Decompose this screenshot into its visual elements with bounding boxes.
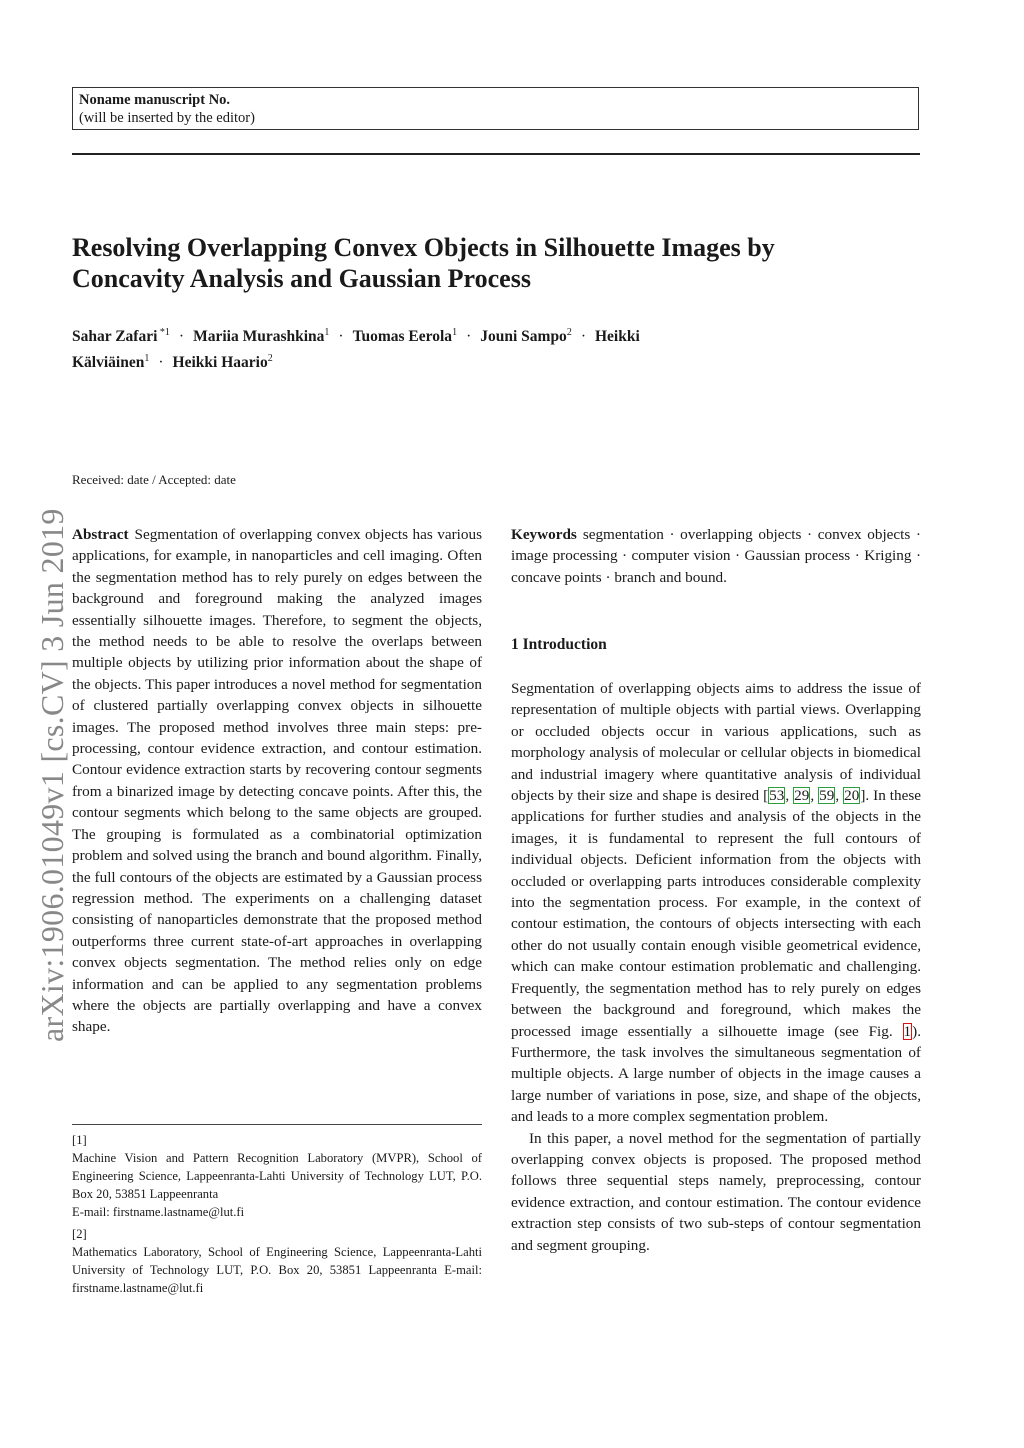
author-name: Sahar Zafari	[72, 328, 158, 346]
citation-link[interactable]: 59	[819, 787, 835, 805]
abstract-label: Abstract	[72, 526, 129, 543]
abstract	[72, 524, 482, 1038]
keywords-label: Keywords	[511, 526, 577, 543]
author-name: Heikki Haario	[172, 354, 268, 372]
footnote-mark: [1]	[72, 1133, 87, 1147]
author-affiliation-mark: 2	[566, 327, 572, 338]
footnote-2	[72, 1225, 482, 1297]
intro-text: ]. In these applications for further studies and analysis of the objects in the images, it is fundamental to represent the full contours of individual objects. Deficient information from the objects with occluded or overlapping parts introduces considerable complexity into the segmentation process. For example, in the context of contour estimation, the contours of objects intersecting with each other do not usually contain enough visible geometrical evidence, which can make contour estimation problematic and challenging. Frequently, the segmentation method has to rely purely on edges between the background and foreground, which makes the processed image essentially a silhouette image (see Fig.	[511, 787, 922, 1040]
footnote-text: Machine Vision and Pattern Recognition Laboratory (MVPR), School of Engineering Science, Lappeenranta-Lahti University of Technology LUT, P.O. Box 20, 53851 Lappeenranta	[72, 1151, 482, 1201]
received-accepted-dates: Received: date / Accepted: date	[72, 472, 236, 487]
footnote-text: Mathematics Laboratory, School of Engineering Science, Lappeenranta-Lahti University of Technology LUT, P.O. Box 20, 53851 Lappeenranta E-mail: firstname.lastname@lut.fi	[72, 1245, 482, 1295]
author-separator: ·	[338, 328, 344, 346]
author-separator: ·	[158, 354, 164, 372]
header-rule	[72, 153, 920, 155]
intro-text: ). Furthermore, the task involves the simultaneous segmentation of multiple objects. A large number of objects in the image causes a large number of variations in pose, size, and shape of the objects, and leads to a more complex segmentation problem.	[511, 1022, 921, 1126]
keywords-text: segmentation · overlapping objects · convex objects · image processing · computer vision · Gaussian process · Kriging · concave points · branch and bound.	[511, 526, 921, 586]
author-separator: ·	[580, 328, 586, 346]
intro-text: Segmentation of overlapping objects aims to address the issue of representation of multiple objects with partial views. Overlapping or occluded objects occur in various applications, such as morphology analysis of molecular or cellular objects in biomedical and industrial imagery where quantitative analysis of individual objects by their size and shape is desired [	[511, 680, 921, 805]
footnote-rule	[72, 1124, 482, 1125]
figure-link[interactable]: 1	[903, 1022, 912, 1040]
paper-title	[72, 232, 932, 294]
author-name-part: Kälviäinen	[72, 354, 145, 372]
editor-info-box	[72, 87, 919, 130]
arxiv-stamp: arXiv:1906.01049v1 [cs.CV] 3 Jun 2019	[34, 508, 70, 1042]
title-line-2: Concavity Analysis and Gaussian Process	[72, 264, 531, 293]
author-name: Tuomas Eerola	[352, 328, 453, 346]
footnote-email: E-mail: firstname.lastname@lut.fi	[72, 1205, 245, 1219]
citation-link[interactable]: 20	[844, 787, 860, 805]
manuscript-label: Noname manuscript No.	[79, 92, 231, 108]
author-name: Mariia Murashkina	[193, 328, 325, 346]
keywords	[511, 524, 921, 588]
section-heading-introduction: 1 Introduction	[511, 636, 607, 653]
intro-paragraph-1: Segmentation of overlapping objects aims to address the issue of representation of multiple objects with partial views. Overlapping or occluded objects occur in various applications, such as morphology analysis of molecular or cellular objects in biomedical and industrial imagery where quantitative analysis of individual objects by their size and shape is desired [53, 29, 59, 20]. In these applications for further studies and analysis of the objects in the images, it is fundamental to represent the full contours of individual objects. Deficient information from the objects with occluded or overlapping parts introduces considerable complexity into the segmentation process. For example, in the context of contour estimation, the contours of objects intersecting with each other do not usually contain enough visible geometrical evidence, which can make contour estimation problematic and challenging. Frequently, the segmentation method has to rely purely on edges between the background and foreground, which makes the processed image essentially a silhouette image (see Fig. 1). Furthermore, the task involves the simultaneous segmentation of multiple objects. A large number of objects in the image causes a large number of variations in pose, size, and shape of the objects, and leads to a more complex segmentation problem.	[511, 680, 922, 1126]
title-line-1: Resolving Overlapping Convex Objects in Silhouette Images by	[72, 233, 775, 262]
author-separator: ·	[466, 328, 472, 346]
citation-link[interactable]: 29	[794, 787, 810, 805]
author-affiliation-mark: *1	[157, 327, 170, 338]
author-affiliation-mark: 2	[267, 353, 273, 365]
abstract-text: Segmentation of overlapping convex objects has various applications, for example, in nanoparticles and cell imaging. Often the segmentation method has to rely purely on edges between the background and foreground making the analyzed images essentially silhouette images. Therefore, to segment the objects, the method needs to be able to resolve the overlaps between multiple objects by utilizing prior information about the shape of the objects. This paper introduces a novel method for segmentation of clustered partially overlapping convex objects in silhouette images. The proposed method involves three main steps: pre-processing, contour evidence extraction, and contour estimation. Contour evidence extraction starts by recovering contour segments from a binarized image by detecting concave points. After this, the contour segments which belong to the same objects are grouped. The grouping is formulated as a combinatorial optimization problem and solved using the branch and bound algorithm. Finally, the full contours of the objects are estimated by a Gaussian process regression method. The experiments on a challenging dataset consisting of nanoparticles demonstrate that the proposed method outperforms three current state-of-art approaches in overlapping convex objects segmentation. The method relies only on edge information and can be applied to any segmentation problems where the objects are partially overlapping and have a convex shape.	[72, 526, 482, 1036]
citation-link[interactable]: 53	[769, 787, 785, 805]
footnote-1	[72, 1131, 482, 1221]
author-name: Jouni Sampo	[480, 328, 567, 346]
intro-paragraph-2: In this paper, a novel method for the segmentation of partially overlapping convex objects is proposed. The proposed method follows three sequential steps namely, preprocessing, contour evidence extraction, and contour estimation. The contour evidence extraction step consists of two sub-steps of contour segmentation and segment grouping.	[511, 1129, 921, 1254]
author-separator: ·	[178, 328, 185, 346]
author-name-part: Heikki	[594, 328, 640, 346]
editor-note: (will be inserted by the editor)	[79, 110, 255, 126]
author-affiliation-mark: 1	[324, 327, 330, 338]
introduction-body	[511, 678, 921, 1256]
footnote-mark: [2]	[72, 1227, 87, 1241]
author-affiliation-mark: 1	[144, 353, 150, 365]
author-affiliation-mark: 1	[452, 327, 458, 338]
author-list	[72, 322, 932, 374]
